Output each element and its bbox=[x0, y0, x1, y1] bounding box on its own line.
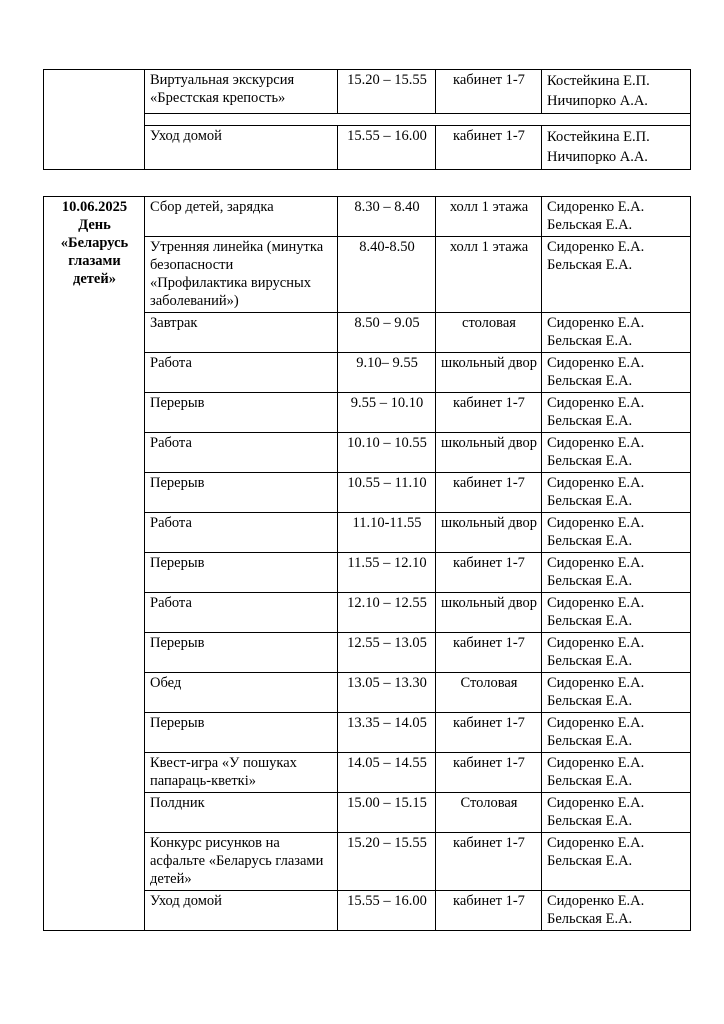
place-cell: столовая bbox=[436, 313, 542, 353]
responsible-name: Бельская Е.А. bbox=[547, 533, 633, 549]
time-cell: 11.10-11.55 bbox=[338, 513, 436, 553]
responsible-name: Сидоренко Е.А. bbox=[547, 515, 645, 531]
time-cell: 9.10– 9.55 bbox=[338, 353, 436, 393]
activity-cell: Уход домой bbox=[145, 891, 338, 931]
responsible-name: Сидоренко Е.А. bbox=[547, 355, 645, 371]
time-cell: 8.30 – 8.40 bbox=[338, 197, 436, 237]
time-cell: 15.20 – 15.55 bbox=[338, 70, 436, 114]
place-cell: кабинет 1-7 bbox=[436, 70, 542, 114]
responsible-cell bbox=[542, 633, 691, 673]
responsible-name: Бельская Е.А. bbox=[547, 911, 633, 927]
activity-cell: Полдник bbox=[145, 793, 338, 833]
place-cell: холл 1 этажа bbox=[436, 197, 542, 237]
responsible-cell bbox=[542, 393, 691, 433]
activity-cell: Перерыв bbox=[145, 553, 338, 593]
place-cell: холл 1 этажа bbox=[436, 237, 542, 313]
place-cell: кабинет 1-7 bbox=[436, 393, 542, 433]
responsible-name: Костейкина Е.П. bbox=[547, 129, 650, 145]
responsible-name: Бельская Е.А. bbox=[547, 257, 633, 273]
place-cell: школьный двор bbox=[436, 513, 542, 553]
place-cell: кабинет 1-7 bbox=[436, 633, 542, 673]
activity-cell: Перерыв bbox=[145, 473, 338, 513]
responsible-name: Бельская Е.А. bbox=[547, 493, 633, 509]
activity-cell: Завтрак bbox=[145, 313, 338, 353]
responsible-cell bbox=[542, 237, 691, 313]
activity-cell: Работа bbox=[145, 353, 338, 393]
place-cell: Столовая bbox=[436, 793, 542, 833]
activity-cell: Утренняя линейка (минутка безопасности «Профилактика вирусных заболеваний») bbox=[145, 237, 338, 313]
responsible-cell bbox=[542, 593, 691, 633]
activity-cell: Работа bbox=[145, 593, 338, 633]
responsible-name: Костейкина Е.П. bbox=[547, 73, 650, 89]
responsible-name: Бельская Е.А. bbox=[547, 653, 633, 669]
responsible-cell bbox=[542, 713, 691, 753]
activity-cell: Конкурс рисунков на асфальте «Беларусь глазами детей» bbox=[145, 833, 338, 891]
place-cell: школьный двор bbox=[436, 353, 542, 393]
responsible-name: Бельская Е.А. bbox=[547, 853, 633, 869]
time-cell: 11.55 – 12.10 bbox=[338, 553, 436, 593]
responsible-name: Бельская Е.А. bbox=[547, 813, 633, 829]
time-cell: 15.00 – 15.15 bbox=[338, 793, 436, 833]
table-row bbox=[44, 197, 691, 237]
schedule-table-previous-day bbox=[43, 69, 691, 170]
schedule-table-day bbox=[43, 196, 691, 931]
time-cell: 8.50 – 9.05 bbox=[338, 313, 436, 353]
responsible-cell bbox=[542, 197, 691, 237]
responsible-name: Сидоренко Е.А. bbox=[547, 675, 645, 691]
responsible-name: Сидоренко Е.А. bbox=[547, 315, 645, 331]
day-title-line: 10.06.2025 bbox=[61, 199, 128, 215]
spacer-cell bbox=[145, 114, 691, 126]
responsible-name: Ничипорко А.А. bbox=[547, 93, 648, 109]
activity-cell: Квест-игра «У пошуках папараць-кветкі» bbox=[145, 753, 338, 793]
responsible-name: Бельская Е.А. bbox=[547, 217, 633, 233]
responsible-cell bbox=[542, 753, 691, 793]
responsible-name: Сидоренко Е.А. bbox=[547, 199, 645, 215]
responsible-cell bbox=[542, 673, 691, 713]
place-cell: кабинет 1-7 bbox=[436, 891, 542, 931]
time-cell: 15.55 – 16.00 bbox=[338, 126, 436, 170]
responsible-cell bbox=[542, 553, 691, 593]
responsible-name: Сидоренко Е.А. bbox=[547, 893, 645, 909]
responsible-name: Сидоренко Е.А. bbox=[547, 435, 645, 451]
time-cell: 10.55 – 11.10 bbox=[338, 473, 436, 513]
responsible-cell bbox=[542, 473, 691, 513]
time-cell: 13.05 – 13.30 bbox=[338, 673, 436, 713]
day-title-cell bbox=[44, 197, 145, 931]
time-cell: 14.05 – 14.55 bbox=[338, 753, 436, 793]
time-cell: 15.20 – 15.55 bbox=[338, 833, 436, 891]
responsible-name: Сидоренко Е.А. bbox=[547, 555, 645, 571]
responsible-name: Сидоренко Е.А. bbox=[547, 635, 645, 651]
responsible-cell bbox=[542, 126, 691, 170]
time-cell: 15.55 – 16.00 bbox=[338, 891, 436, 931]
activity-cell: Перерыв bbox=[145, 633, 338, 673]
responsible-name: Сидоренко Е.А. bbox=[547, 239, 645, 255]
activity-cell: Обед bbox=[145, 673, 338, 713]
place-cell: кабинет 1-7 bbox=[436, 126, 542, 170]
responsible-name: Бельская Е.А. bbox=[547, 613, 633, 629]
place-cell: Столовая bbox=[436, 673, 542, 713]
time-cell: 10.10 – 10.55 bbox=[338, 433, 436, 473]
time-cell: 13.35 – 14.05 bbox=[338, 713, 436, 753]
place-cell: кабинет 1-7 bbox=[436, 473, 542, 513]
time-cell: 9.55 – 10.10 bbox=[338, 393, 436, 433]
day-title-line: детей» bbox=[73, 271, 116, 287]
time-cell: 12.55 – 13.05 bbox=[338, 633, 436, 673]
day-title-line: День bbox=[78, 217, 111, 233]
activity-cell: Уход домой bbox=[145, 126, 338, 170]
responsible-name: Ничипорко А.А. bbox=[547, 149, 648, 165]
activity-cell: Перерыв bbox=[145, 393, 338, 433]
place-cell: школьный двор bbox=[436, 433, 542, 473]
responsible-name: Сидоренко Е.А. bbox=[547, 755, 645, 771]
place-cell: кабинет 1-7 bbox=[436, 553, 542, 593]
responsible-cell bbox=[542, 891, 691, 931]
responsible-cell bbox=[542, 513, 691, 553]
responsible-name: Бельская Е.А. bbox=[547, 333, 633, 349]
activity-cell: Работа bbox=[145, 513, 338, 553]
responsible-name: Бельская Е.А. bbox=[547, 413, 633, 429]
time-cell: 8.40-8.50 bbox=[338, 237, 436, 313]
responsible-name: Сидоренко Е.А. bbox=[547, 715, 645, 731]
responsible-name: Сидоренко Е.А. bbox=[547, 795, 645, 811]
responsible-name: Бельская Е.А. bbox=[547, 373, 633, 389]
place-cell: кабинет 1-7 bbox=[436, 753, 542, 793]
time-cell: 12.10 – 12.55 bbox=[338, 593, 436, 633]
responsible-name: Бельская Е.А. bbox=[547, 733, 633, 749]
day-cell bbox=[44, 70, 145, 170]
activity-cell: Виртуальная экскурсия «Брестская крепость» bbox=[145, 70, 338, 114]
activity-cell: Сбор детей, зарядка bbox=[145, 197, 338, 237]
place-cell: кабинет 1-7 bbox=[436, 833, 542, 891]
activity-cell: Работа bbox=[145, 433, 338, 473]
responsible-cell bbox=[542, 793, 691, 833]
responsible-name: Бельская Е.А. bbox=[547, 573, 633, 589]
responsible-cell bbox=[542, 353, 691, 393]
responsible-name: Бельская Е.А. bbox=[547, 453, 633, 469]
responsible-cell bbox=[542, 313, 691, 353]
responsible-name: Сидоренко Е.А. bbox=[547, 475, 645, 491]
responsible-name: Сидоренко Е.А. bbox=[547, 595, 645, 611]
responsible-name: Бельская Е.А. bbox=[547, 693, 633, 709]
table-row bbox=[44, 70, 691, 114]
day-title-line: глазами bbox=[68, 253, 121, 269]
responsible-cell bbox=[542, 433, 691, 473]
day-title-line: «Беларусь bbox=[60, 235, 129, 251]
responsible-name: Бельская Е.А. bbox=[547, 773, 633, 789]
responsible-cell bbox=[542, 833, 691, 891]
place-cell: школьный двор bbox=[436, 593, 542, 633]
responsible-name: Сидоренко Е.А. bbox=[547, 835, 645, 851]
responsible-cell bbox=[542, 70, 691, 114]
activity-cell: Перерыв bbox=[145, 713, 338, 753]
place-cell: кабинет 1-7 bbox=[436, 713, 542, 753]
responsible-name: Сидоренко Е.А. bbox=[547, 395, 645, 411]
